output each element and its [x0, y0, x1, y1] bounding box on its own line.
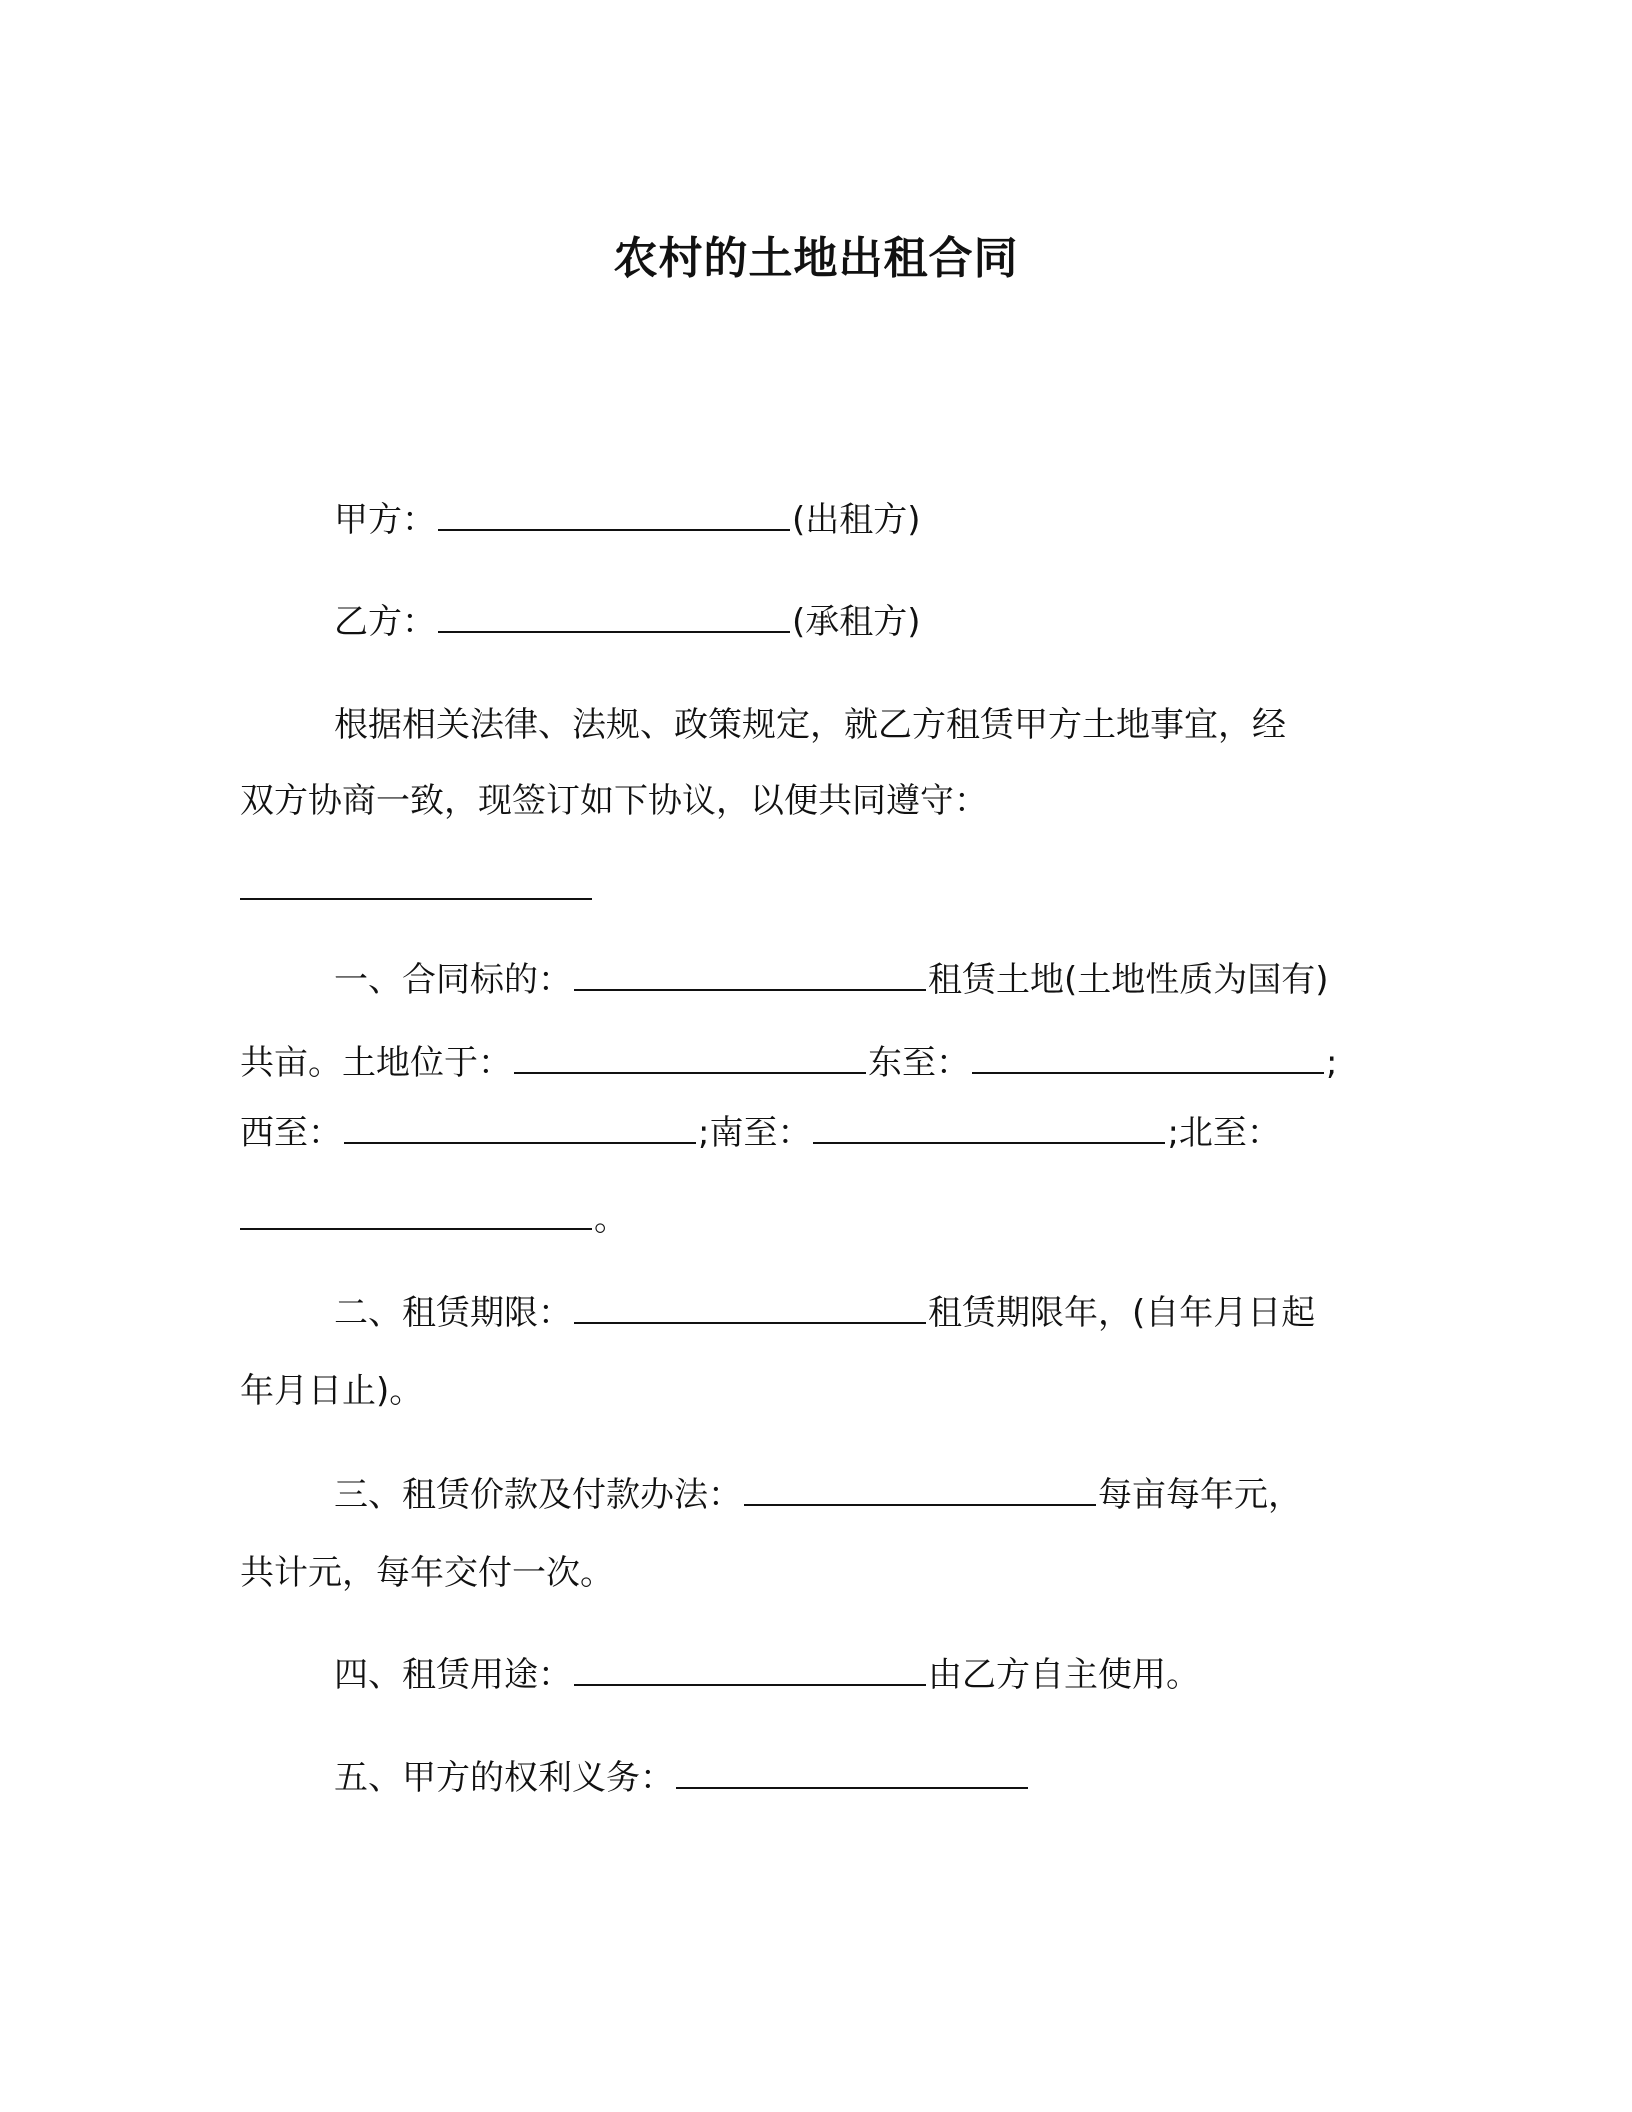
document-title: 农村的土地出租合同 — [613, 233, 1019, 284]
party-a-role: (出租方) — [792, 500, 921, 540]
clause1-location-blank[interactable] — [514, 1038, 866, 1074]
clause1-east-blank[interactable] — [972, 1038, 1324, 1074]
clause1-period: 。 — [594, 1199, 628, 1239]
clause1-west-label: 西至： — [240, 1113, 342, 1153]
clause4-text: 由乙方自主使用。 — [928, 1655, 1200, 1695]
clause3-label: 三、租赁价款及付款办法： — [334, 1475, 742, 1515]
clause2-line-2: 年月日止)。 — [240, 1371, 424, 1411]
clause1-subject-blank[interactable] — [574, 955, 926, 991]
clause3-text: 每亩每年元， — [1098, 1475, 1302, 1515]
clause2-blank[interactable] — [574, 1288, 926, 1324]
preamble-blank-line — [240, 864, 594, 914]
clause3-line-1 — [334, 1470, 1302, 1520]
party-b-role: (承租方) — [792, 602, 921, 642]
clause1-line-1 — [334, 955, 1329, 1005]
party-a-line — [334, 495, 921, 545]
clause1-south-blank[interactable] — [813, 1108, 1165, 1144]
preamble-blank[interactable] — [240, 864, 592, 900]
clause3-blank[interactable] — [744, 1470, 1096, 1506]
clause2-label: 二、租赁期限： — [334, 1293, 572, 1333]
clause1-location-label: 共亩。土地位于： — [240, 1043, 512, 1083]
preamble-line-1: 根据相关法律、法规、政策规定，就乙方租赁甲方土地事宜，经 — [334, 705, 1286, 745]
clause1-east-label: 东至： — [868, 1043, 970, 1083]
clause4-line-1 — [334, 1650, 1200, 1700]
clause5-blank[interactable] — [676, 1753, 1028, 1789]
clause4-blank[interactable] — [574, 1650, 926, 1686]
clause2-text: 租赁期限年，(自年月日起 — [928, 1293, 1316, 1333]
clause1-south-label: ;南至： — [698, 1113, 812, 1153]
party-b-label: 乙方： — [334, 602, 436, 642]
clause1-label: 一、合同标的： — [334, 960, 572, 1000]
party-a-label: 甲方： — [334, 500, 436, 540]
party-a-blank[interactable] — [438, 495, 790, 531]
clause1-north-label: ;北至： — [1167, 1113, 1281, 1153]
clause4-label: 四、租赁用途： — [334, 1655, 572, 1695]
clause3-line-2: 共计元，每年交付一次。 — [240, 1553, 614, 1593]
party-b-blank[interactable] — [438, 597, 790, 633]
party-b-line — [334, 597, 921, 647]
clause1-line-3 — [240, 1108, 1281, 1158]
clause1-line-2 — [240, 1038, 1337, 1088]
clause1-semicolon: ; — [1326, 1043, 1338, 1083]
clause1-line-4 — [240, 1194, 628, 1244]
clause1-text: 租赁土地(土地性质为国有) — [928, 960, 1329, 1000]
clause1-north-blank[interactable] — [240, 1194, 592, 1230]
preamble-line-2: 双方协商一致，现签订如下协议，以便共同遵守： — [240, 781, 988, 821]
clause5-label: 五、甲方的权利义务： — [334, 1758, 674, 1798]
clause1-west-blank[interactable] — [344, 1108, 696, 1144]
clause2-line-1 — [334, 1288, 1315, 1338]
clause5-line-1 — [334, 1753, 1030, 1803]
